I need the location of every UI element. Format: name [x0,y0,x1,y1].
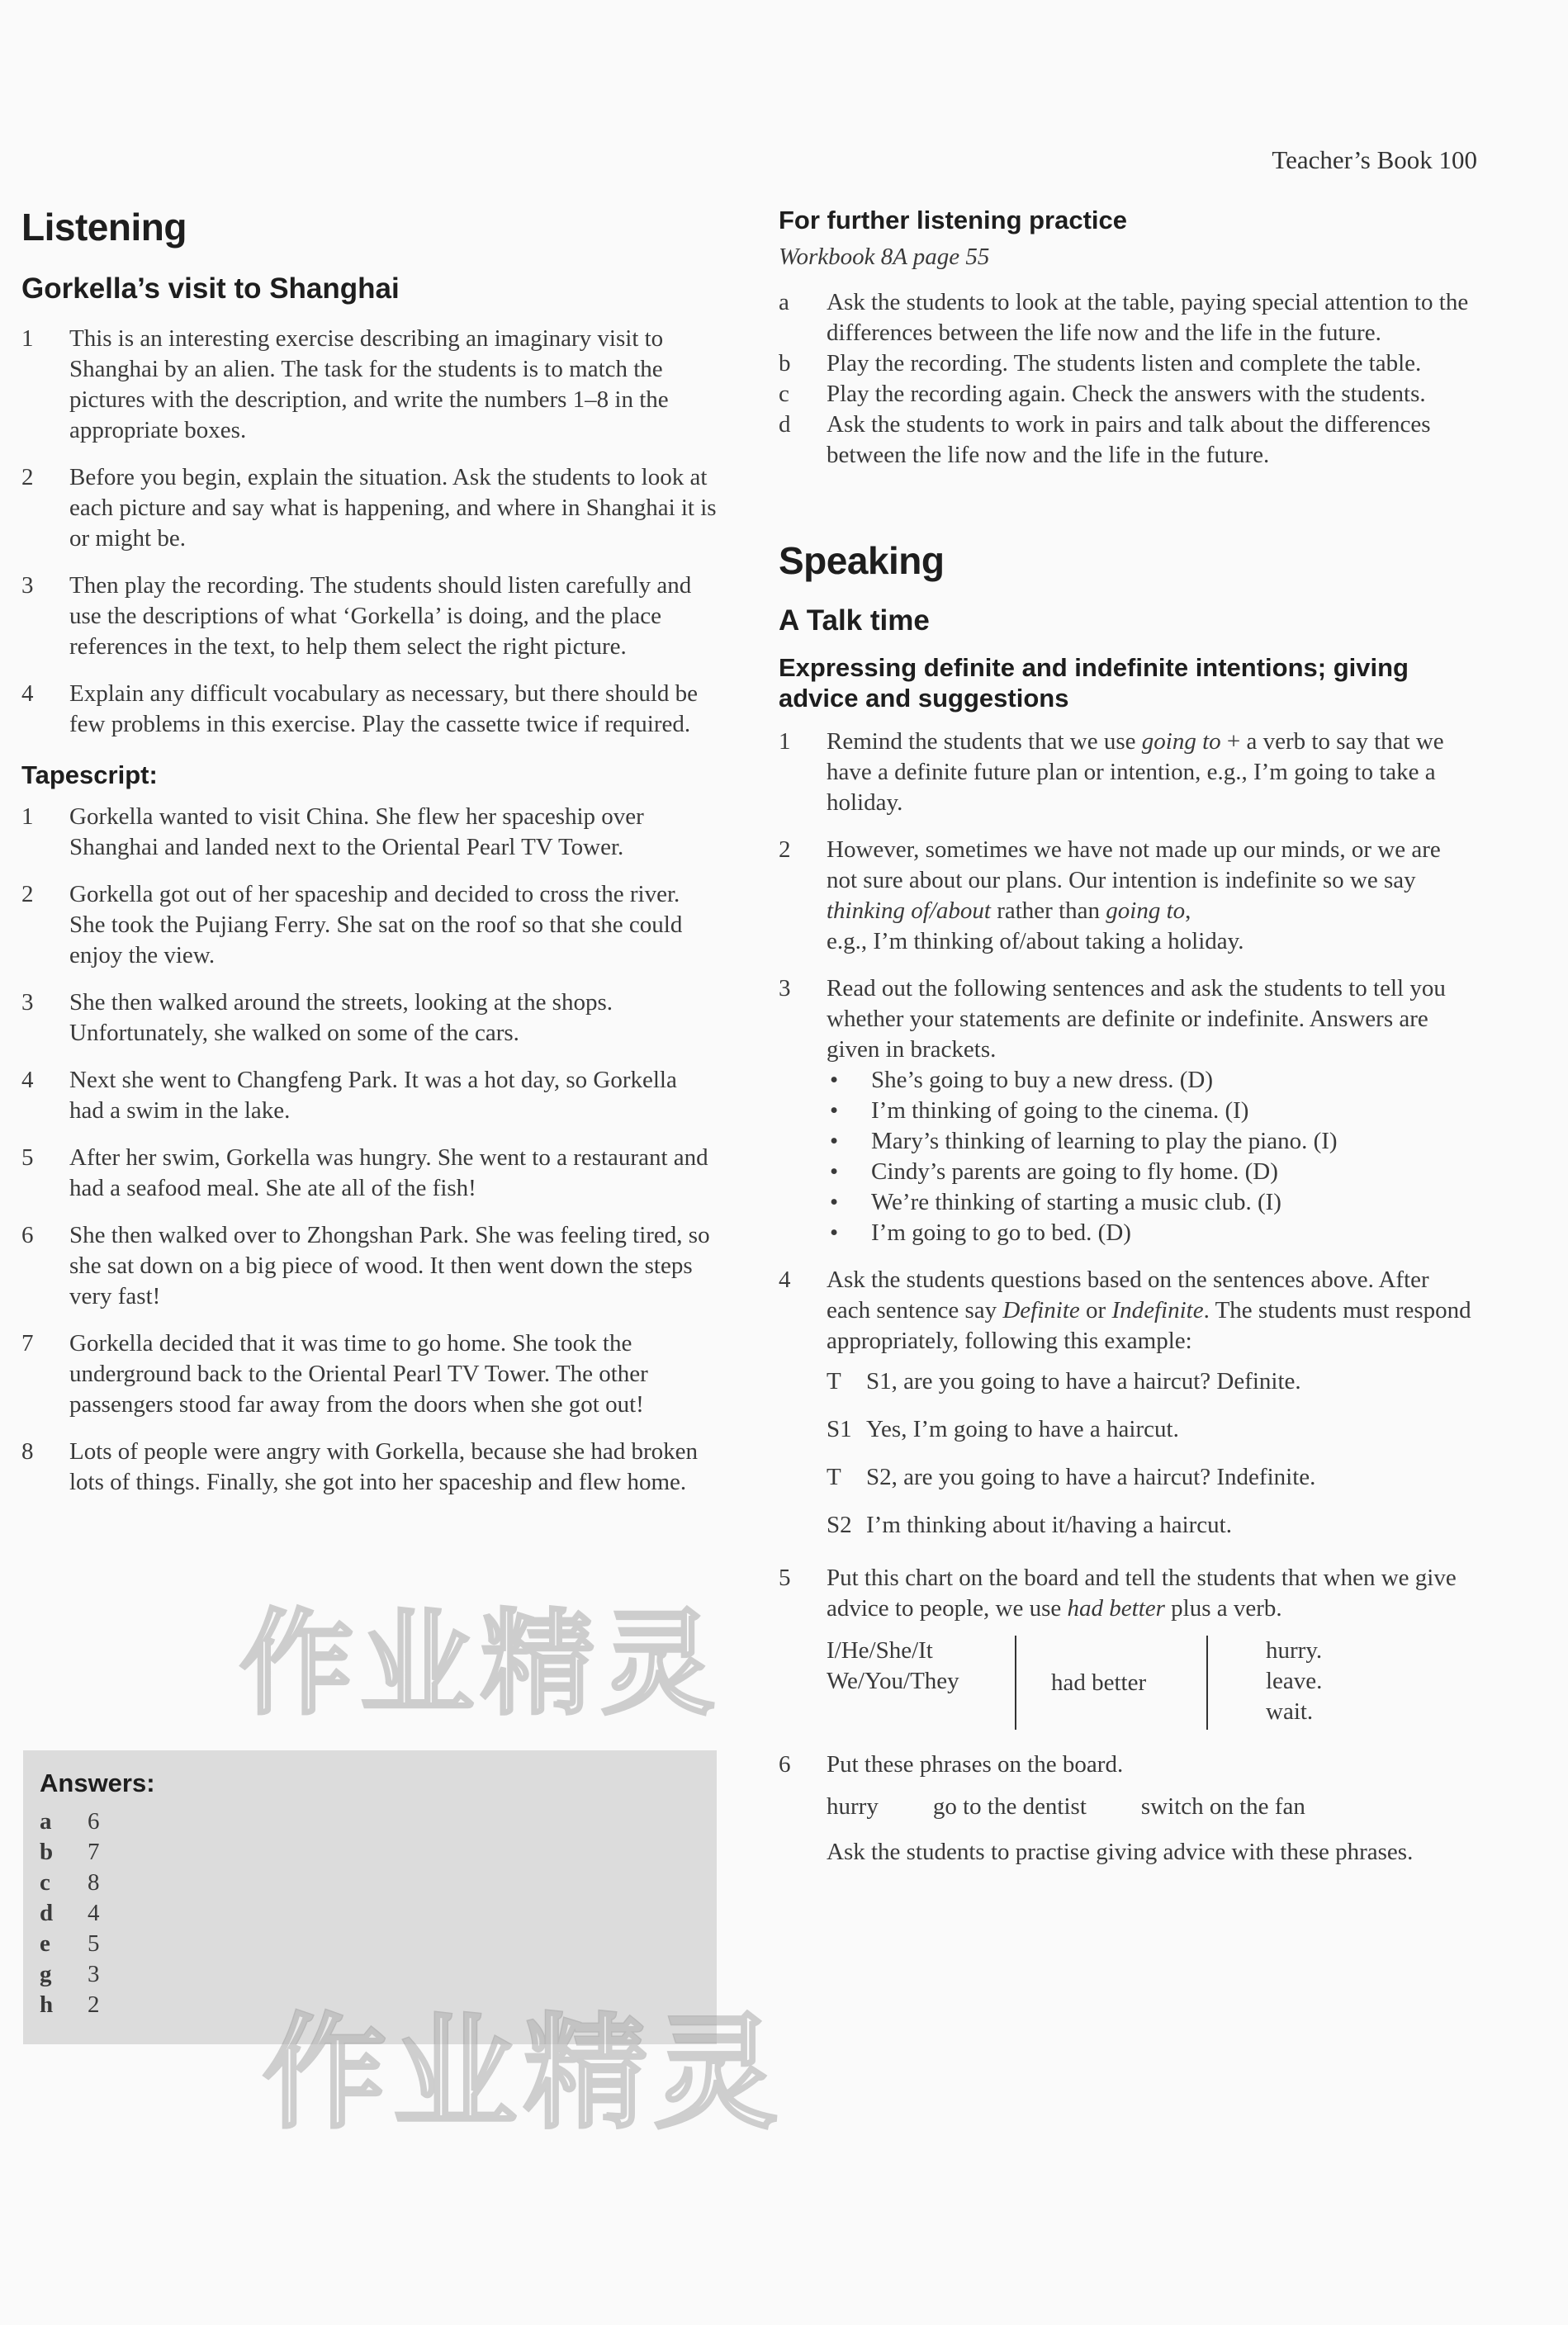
phrase: hurry [827,1793,879,1820]
answer-row: b 7 [40,1839,100,1865]
bullet-item: • She’s going to buy a new dress. (D) [827,1065,1476,1096]
watermark: 作业精灵 [239,1598,722,1731]
dialog-line: S1 Yes, I’m going to have a haircut. [827,1416,1179,1442]
example-dialog [827,1366,1476,1541]
phrase-list [827,1792,1476,1822]
list-item: c Play the recording again. Check the answers with the students. [779,381,1426,407]
list-item: 4 Explain any difficult vocabulary as necessary, but there should be few problems in this exercise. Play the cassette twice if required. [21,680,699,737]
workbook-reference: Workbook 8A page 55 [779,244,990,270]
list-item: a Ask the students to look at the table, paying special attention to the differences between the life now and the life in the future. [779,289,1469,346]
list-item: b Play the recording. The students listen and complete the table. [779,350,1422,376]
answer-row: e 5 [40,1930,100,1957]
list-item: 3 Then play the recording. The students should listen carefully and use the descriptions of what ‘Gorkella’ is doing, and the place references in the text, to help them select the right picture. [21,572,692,660]
answers-list [40,1806,100,2020]
chart-subjects: I/He/She/It We/You/They [827,1637,959,1694]
chart-middle: had better [1015,1636,1208,1730]
list-item: 3 Read out the following sentences and ask the students to tell you whether your statements are definite or indefinite. Answers are given in brackets. • She’s going to buy a new dress. (D) • I’m thinking of going to the cinema. (I) • Mary’s thinking of learning to play the piano. (I) • Cindy’s parents are going to fly home. (D) • We’re thinking of starting a music club. (I) • I’m going to go to bed. (D) [779,973,1476,1248]
answer-row: c 8 [40,1869,100,1896]
further-practice-heading: For further listening practice [779,206,1128,234]
bullet-item: • We’re thinking of starting a music club. (I) [827,1187,1476,1218]
talk-time-subheading: Expressing definite and indefinite intentions; giving advice and suggestions [779,653,1409,713]
list-item: 1 Gorkella wanted to visit China. She flew her spaceship over Shanghai and landed next to the Oriental Pearl TV Tower. [21,803,644,860]
list-item: d Ask the students to work in pairs and talk about the differences between the life now and the life in the future. [779,411,1431,468]
answer-row: d 4 [40,1900,100,1926]
bullet-item: • Mary’s thinking of learning to play the piano. (I) [827,1126,1476,1157]
dialog-line: S2 I’m thinking about it/having a haircut. [827,1512,1232,1538]
answers-heading: Answers: [40,1769,155,1797]
answer-row: h 2 [40,1991,100,2018]
list-item: 4 Ask the students questions based on the sentences above. After each sentence say Definite or Indefinite. The students must respond appropriately, following this example: T S1, are you going to have a haircut? Definite. S1 Yes, I’m going to have a haircut. T S2, are you going to have a haircut? Indefinite. S2 I’m thinking about it/having a haircut. [779,1265,1476,1558]
watermark: 作业精灵 [263,2002,785,2146]
list-item: 8 Lots of people were angry with Gorkella, because she had broken lots of things. Finally, she got into her spaceship and flew home. [21,1438,698,1495]
dialog-line: T S1, are you going to have a haircut? Definite. [827,1368,1301,1395]
dialog-line: T S2, are you going to have a haircut? Indefinite. [827,1464,1316,1490]
speaking-heading: Speaking [779,539,945,582]
list-item: 6 Put these phrases on the board. hurry go to the dentist switch on the fan Ask the students to practise giving advice with these phrases. [779,1750,1476,1868]
phrase: go to the dentist [932,1793,1087,1820]
list-item: 2 Before you begin, explain the situation. Ask the students to look at each picture and say what is happening, and where in Shanghai it is or might be. [21,464,717,552]
list-item: 3 She then walked around the streets, looking at the shops. Unfortunately, she walked on some of the cars. [21,989,613,1046]
listening-subtitle: Gorkella’s visit to Shanghai [21,272,400,305]
page-header: Teacher’s Book 100 [1272,145,1477,174]
list-item: 7 Gorkella decided that it was time to go home. She took the underground back to the Oriental Pearl TV Tower. The other passengers stood far away from the doors when she got out! [21,1330,648,1418]
list-item: 1 Remind the students that we use going to + a verb to say that we have a definite future plan or intention, e.g., I’m going to take a holiday. [779,728,1444,816]
list-item: 5 Put this chart on the board and tell the students that when we give advice to people, we use had better plus a verb. I/He/She/It We/You/They had better hurry. leave. wait. [779,1563,1476,1743]
phrase: switch on the fan [1140,1793,1305,1820]
tapescript-heading: Tapescript: [21,760,158,789]
list-item: 4 Next she went to Changfeng Park. It was a hot day, so Gorkella had a swim in the lake. [21,1067,677,1124]
list-item: 2 However, sometimes we have not made up our minds, or we are not sure about our plans. Our intention is indefinite so we say thinking of/about rather than going to, e.g., I’m thinking of/about taking a holiday. [779,836,1441,954]
answers-box [23,1750,717,2044]
list-item: 2 Gorkella got out of her spaceship and decided to cross the river. She took the Pujiang Ferry. She sat on the roof so that she could enjoy the view. [21,881,683,968]
bullet-list [827,1065,1476,1248]
bullet-item: • I’m going to go to bed. (D) [827,1218,1476,1248]
talk-time-heading: A Talk time [779,604,930,637]
left-column [21,205,717,1514]
listening-steps [21,324,717,740]
list-item: 5 After her swim, Gorkella was hungry. She went to a restaurant and had a seafood meal. She ate all of the fish! [21,1144,708,1201]
bullet-item: • I’m thinking of going to the cinema. (I) [827,1096,1476,1126]
right-column [779,205,1476,1884]
bullet-item: • Cindy’s parents are going to fly home. (D) [827,1157,1476,1187]
chart-verbs: hurry. leave. wait. [1266,1637,1323,1725]
listening-heading: Listening [21,206,187,249]
tapescript-list [21,802,717,1498]
answer-row: a 6 [40,1808,100,1835]
further-practice-list [779,287,1476,471]
answer-row: g 3 [40,1961,100,1987]
list-item: 6 She then walked over to Zhongshan Park. She was feeling tired, so she sat down on a big piece of wood. It then went down the steps very fast! [21,1222,710,1309]
had-better-chart [827,1636,1476,1730]
list-item: 1 This is an interesting exercise describing an imaginary visit to Shanghai by an alien. The task for the students is to match the pictures with the description, and write the numbers 1–8 in the appropriate boxes. [21,325,669,443]
